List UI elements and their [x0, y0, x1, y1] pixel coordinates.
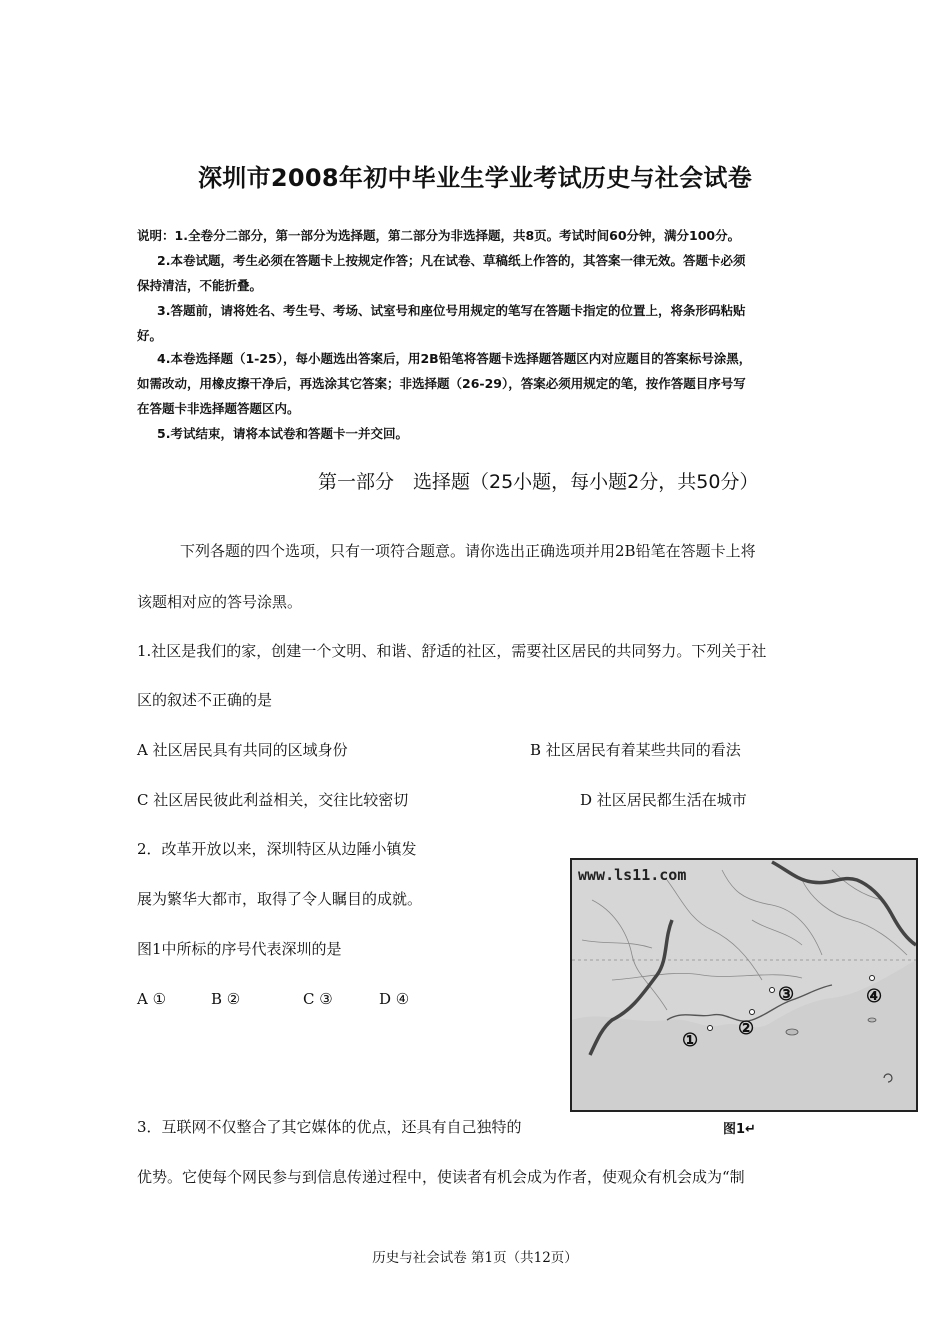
section-heading: 第一部分 选择题（25小题，每小题2分，共50分）: [318, 471, 759, 493]
instruction-line-5: 5.考试结束，请将本试卷和答题卡一并交回。: [157, 426, 408, 441]
province-border-northeast: [772, 862, 916, 945]
instruction-line-3b: 好。: [137, 328, 163, 343]
map-watermark: www.ls11.com: [578, 866, 687, 884]
map-marker-3: ③: [778, 984, 795, 1005]
section-intro-b: 该题相对应的答号涂黑。: [137, 593, 303, 611]
q1-stem-a: 1.社区是我们的家，创建一个文明、和谐、舒适的社区，需要社区居民的共同努力。下列关于社: [137, 642, 767, 660]
instruction-line-3a: 3.答题前，请将姓名、考生号、考场、试室号和座位号用规定的笔写在答题卡指定的位置上，将条形码粘贴: [157, 303, 746, 318]
island: [868, 1018, 876, 1022]
q2-option-b: B ②: [211, 990, 241, 1008]
island: [786, 1029, 798, 1035]
q2-option-d: D ④: [379, 990, 410, 1008]
q2-stem-a: 2．改革开放以来，深圳特区从边陲小镇发: [137, 840, 417, 858]
city-dot: [750, 1010, 755, 1015]
q1-stem-b: 区的叙述不正确的是: [137, 691, 273, 709]
map-marker-4: ④: [866, 986, 883, 1007]
city-dot: [770, 988, 775, 993]
q2-option-c: C ③: [303, 990, 333, 1008]
figure-caption: 图1↵: [723, 1122, 756, 1137]
instruction-line-4a: 4.本卷选择题（1-25），每小题选出答案后，用2B铅笔将答题卡选择题答题区内对应题目的答案标号涂黑，: [157, 351, 752, 366]
map-marker-1: ①: [682, 1030, 699, 1051]
q3-stem-b: 优势。它使每个网民参与到信息传递过程中，使读者有机会成为作者，使观众有机会成为“制: [137, 1168, 745, 1186]
q3-stem-a: 3．互联网不仅整合了其它媒体的优点，还具有自己独特的: [137, 1118, 522, 1136]
section-intro-a: 下列各题的四个选项，只有一项符合题意。请你选出正确选项并用2B铅笔在答题卡上将: [180, 542, 756, 560]
q1-option-a: A 社区居民具有共同的区域身份: [137, 741, 348, 759]
map-marker-2: ②: [738, 1018, 755, 1039]
q2-option-a: A ①: [137, 990, 167, 1008]
instruction-line-4c: 在答题卡非选择题答题区内。: [137, 401, 300, 416]
instruction-line-2a: 2.本卷试题，考生必须在答题卡上按规定作答；凡在试卷、草稿纸上作答的，其答案一律无效。答题卡必须: [157, 253, 746, 268]
q2-stem-c: 图1中所标的序号代表深圳的是: [137, 940, 342, 958]
page-footer: 历史与社会试卷 第1页（共12页）: [372, 1250, 578, 1266]
land-boundaries: [582, 870, 907, 1010]
city-dot: [708, 1026, 713, 1031]
instruction-line-1: 说明：1.全卷分二部分，第一部分为选择题，第二部分为非选择题，共8页。考试时间60分钟，满分100分。: [137, 228, 741, 243]
q2-stem-b: 展为繁华大都市，取得了令人瞩目的成就。: [137, 890, 423, 908]
q1-option-c: C 社区居民彼此利益相关，交往比较密切: [137, 791, 409, 809]
instruction-line-4b: 如需改动，用橡皮擦干净后，再选涂其它答案；非选择题（26-29），答案必须用规定的笔，按作答题目序号写: [137, 376, 746, 391]
map-drawing: [572, 860, 916, 1110]
instruction-line-2b: 保持清洁，不能折叠。: [137, 278, 263, 293]
figure-1-map: [570, 858, 918, 1112]
q1-option-d: D 社区居民都生活在城市: [580, 791, 747, 809]
city-dot: [870, 976, 875, 981]
page-title: 深圳市2008年初中毕业生学业考试历史与社会试卷: [198, 164, 752, 192]
q1-option-b: B 社区居民有着某些共同的看法: [530, 741, 741, 759]
